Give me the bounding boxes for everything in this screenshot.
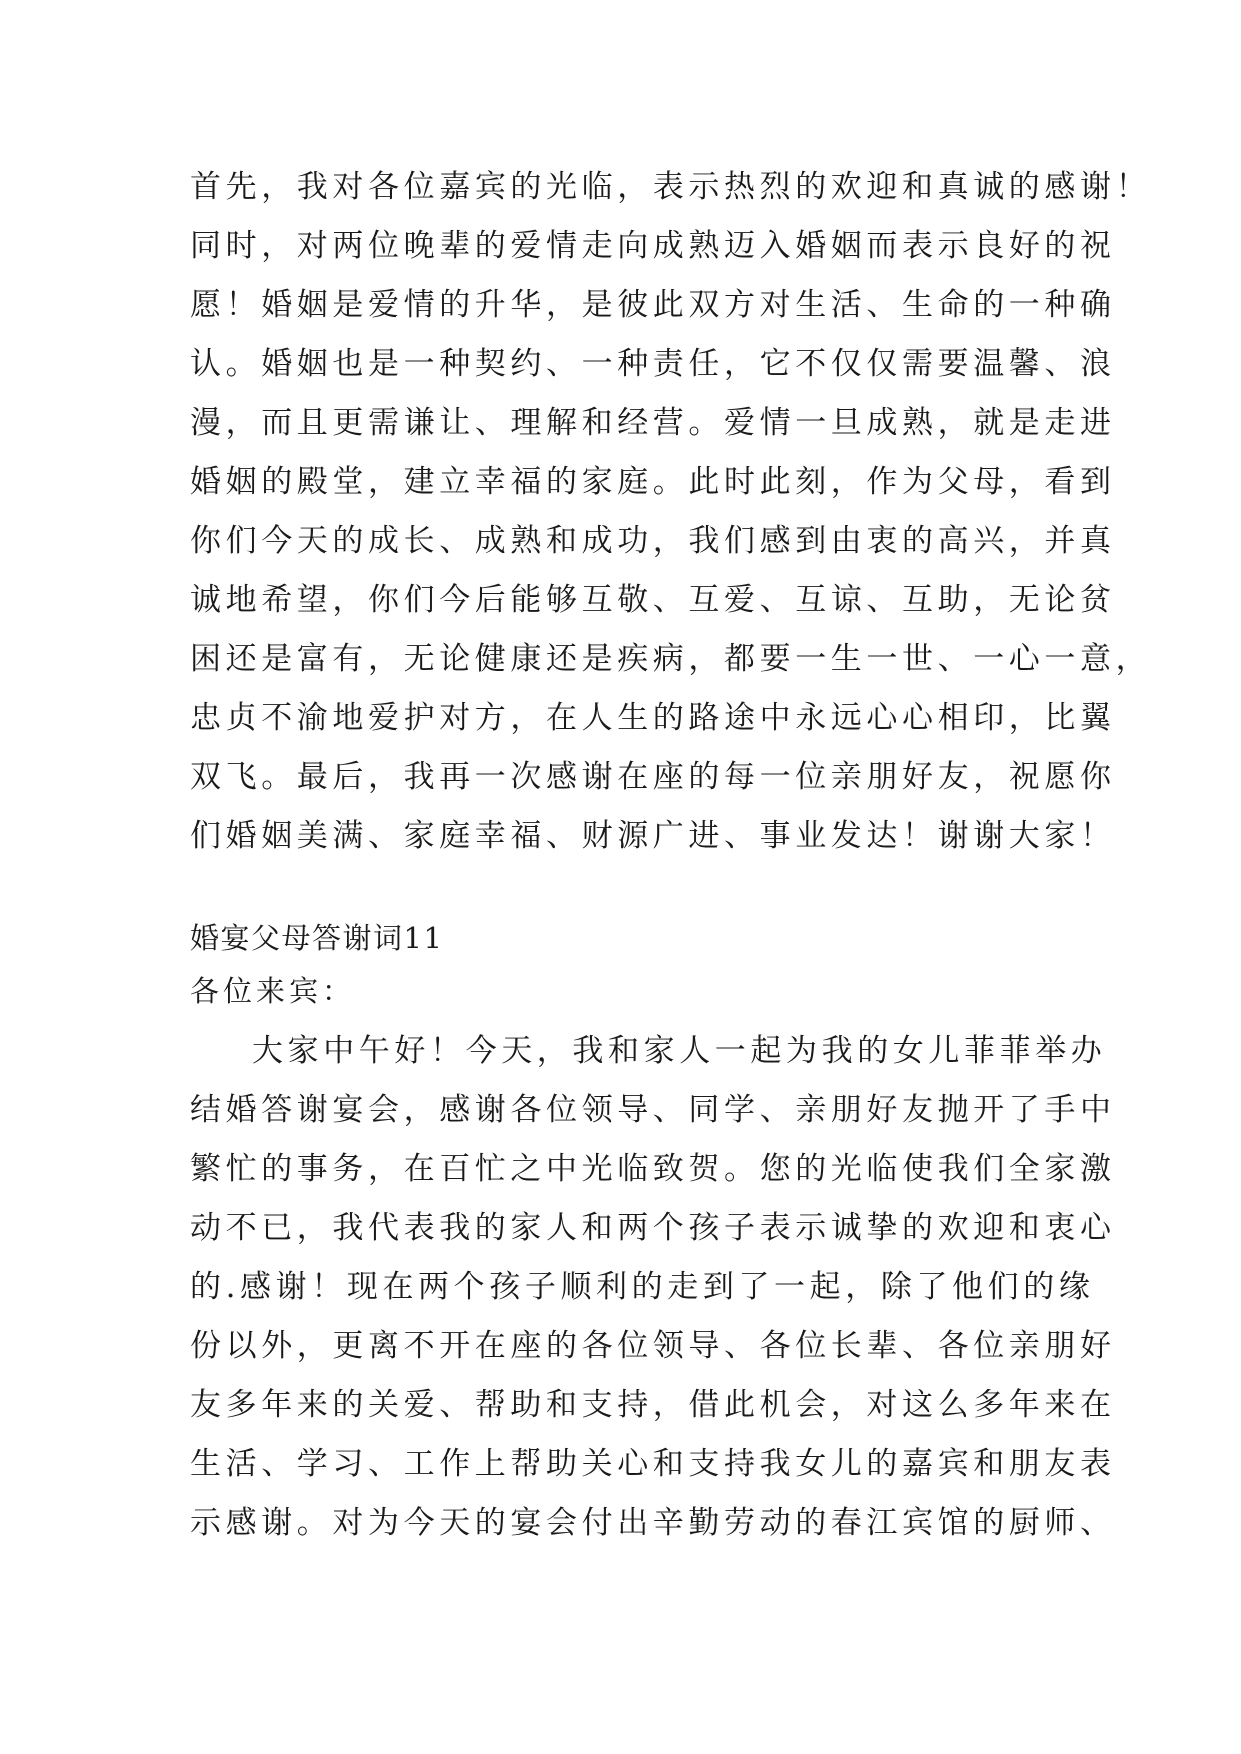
paragraph-line: 结婚答谢宴会，感谢各位领导、同学、亲朋好友抛开了手中	[190, 1092, 1116, 1128]
paragraph-line: 愿！婚姻是爱情的升华，是彼此双方对生活、生命的一种确	[190, 287, 1116, 323]
paragraph-line: 忠贞不渝地爱护对方，在人生的路途中永远心心相印，比翼	[190, 700, 1116, 736]
salutation: 各位来宾：	[190, 974, 356, 1008]
paragraph-line: 大家中午好！今天，我和家人一起为我的女儿菲菲举办	[252, 1033, 1107, 1069]
paragraph-line: 诚地希望，你们今后能够互敬、互爱、互谅、互助，无论贫	[190, 582, 1116, 618]
paragraph-line: 婚姻的殿堂，建立幸福的家庭。此时此刻，作为父母，看到	[190, 464, 1116, 500]
paragraph-line: 动不已，我代表我的家人和两个孩子表示诚挚的欢迎和衷心	[190, 1210, 1116, 1246]
paragraph-line: 繁忙的事务，在百忙之中光临致贺。您的光临使我们全家激	[190, 1151, 1116, 1187]
paragraph-line: 双飞。最后，我再一次感谢在座的每一位亲朋好友，祝愿你	[190, 759, 1116, 795]
paragraph-line: 首先，我对各位嘉宾的光临，表示热烈的欢迎和真诚的感谢！	[190, 169, 1152, 205]
paragraph-line: 漫，而且更需谦让、理解和经营。爱情一旦成熟，就是走进	[190, 405, 1116, 441]
section-title: 婚宴父母答谢词11	[190, 921, 444, 955]
paragraph-line: 份以外，更离不开在座的各位领导、各位长辈、各位亲朋好	[190, 1328, 1116, 1364]
paragraph-line: 生活、学习、工作上帮助关心和支持我女儿的嘉宾和朋友表	[190, 1446, 1116, 1482]
paragraph-line: 示感谢。对为今天的宴会付出辛勤劳动的春江宾馆的厨师、	[190, 1505, 1116, 1541]
paragraph-line: 认。婚姻也是一种契约、一种责任，它不仅仅需要温馨、浪	[190, 346, 1116, 382]
paragraph-line: 的.感谢！现在两个孩子顺利的走到了一起，除了他们的缘	[190, 1269, 1095, 1305]
paragraph-line: 你们今天的成长、成熟和成功，我们感到由衷的高兴，并真	[190, 523, 1116, 559]
paragraph-line: 友多年来的关爱、帮助和支持，借此机会，对这么多年来在	[190, 1387, 1116, 1423]
paragraph-line: 们婚姻美满、家庭幸福、财源广进、事业发达！谢谢大家！	[190, 818, 1116, 854]
paragraph-line: 困还是富有，无论健康还是疾病，都要一生一世、一心一意，	[190, 641, 1152, 677]
paragraph-line: 同时，对两位晚辈的爱情走向成熟迈入婚姻而表示良好的祝	[190, 228, 1116, 264]
